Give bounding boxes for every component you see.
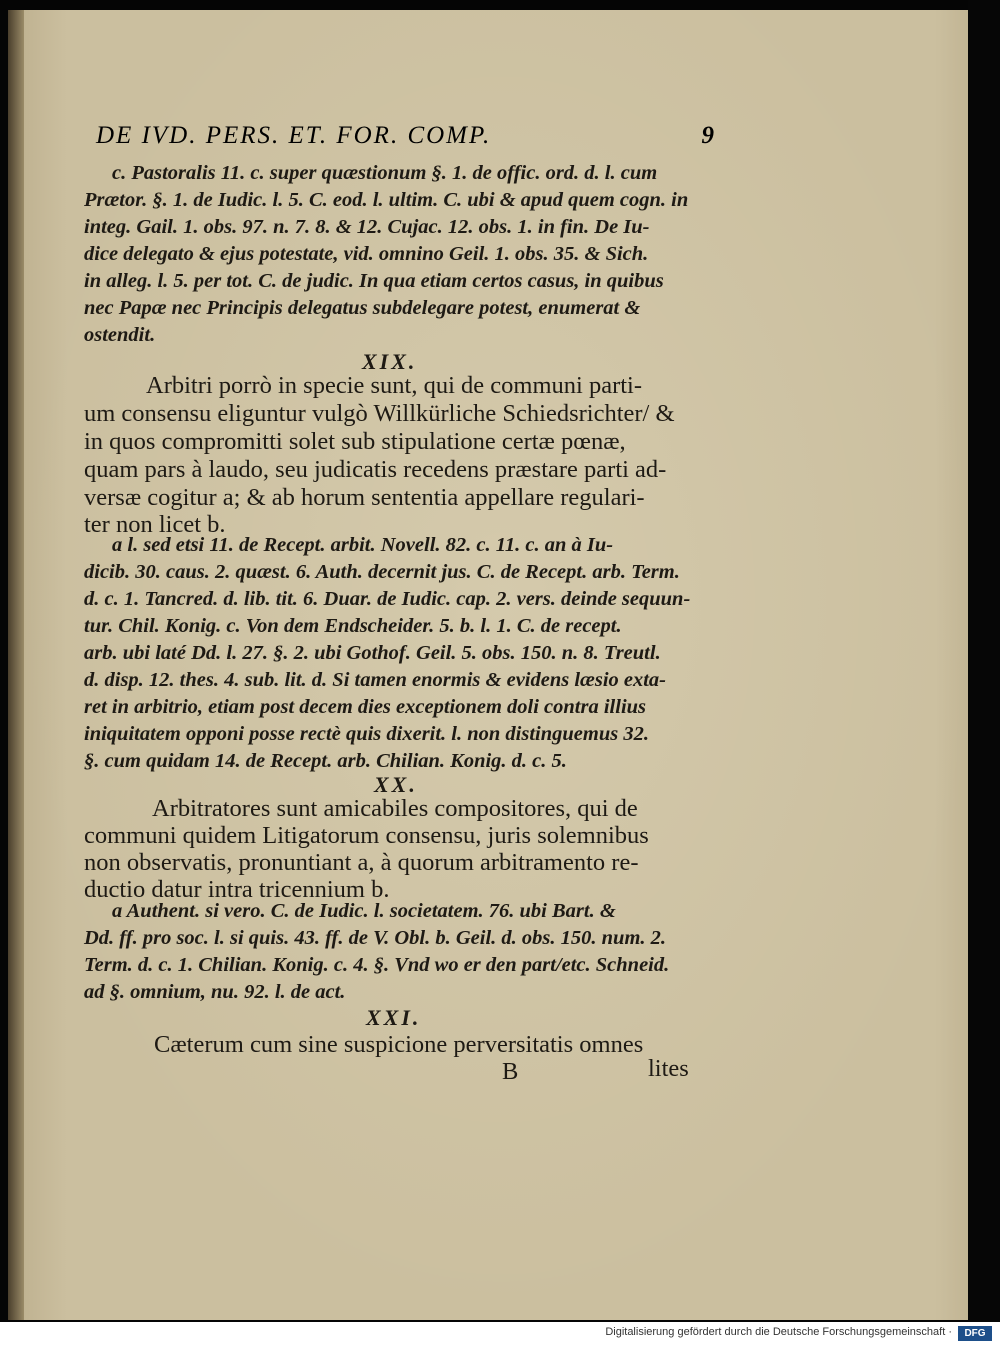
section-number: XIX. [362, 349, 418, 374]
text-line: ad §. omnium, nu. 92. l. de act. [84, 981, 346, 1003]
text-line: Term. d. c. 1. Chilian. Konig. c. 4. §. Vnd wo er den part/etc. Schneid. [84, 954, 670, 976]
text-line: d. c. 1. Tancred. d. lib. tit. 6. Duar. de Iudic. cap. 2. vers. deinde sequun- [84, 588, 691, 610]
text-line: versæ cogitur a; & ab horum sententia appellare regulari- [84, 484, 645, 511]
page-number: 9 [701, 122, 716, 149]
text-line: ostendit. [84, 324, 156, 346]
section-number: XXI. [366, 1005, 422, 1030]
page-right-shadow [968, 0, 1000, 1322]
page-binding-edge [8, 10, 24, 1320]
running-title: DE IVD. PERS. ET. FOR. COMP. [96, 122, 492, 149]
text-line: um consensu eliguntur vulgò Willkürliche Schiedsrichter/ & [84, 400, 675, 427]
signature-mark: B [502, 1058, 519, 1085]
text-line: dicib. 30. caus. 2. quæst. 6. Auth. decernit jus. C. de Recept. arb. Term. [84, 561, 680, 583]
text-line: Dd. ff. pro soc. l. si quis. 43. ff. de V. Obl. b. Geil. d. obs. 150. num. 2. [84, 927, 667, 949]
text-line: a l. sed etsi 11. de Recept. arbit. Novell. 82. c. 11. c. an à Iu- [112, 534, 614, 556]
text-line: dice delegato & ejus potestate, vid. omnino Geil. 1. obs. 35. & Sich. [84, 243, 649, 265]
dfg-logo: DFG [958, 1326, 992, 1341]
section-number: XX. [374, 772, 418, 797]
text-line: in alleg. l. 5. per tot. C. de judic. In qua etiam certos casus, in quibus [84, 270, 664, 292]
running-header [96, 122, 716, 150]
text-line: quam pars à laudo, seu judicatis recedens præstare parti ad- [84, 456, 667, 483]
text-line: Cæterum cum sine suspicione perversitatis omnes [154, 1031, 644, 1058]
footer-credit: Digitalisierung gefördert durch die Deutsche Forschungsgemeinschaft · [605, 1326, 952, 1338]
text-line: ret in arbitrio, etiam post decem dies exceptionem doli contra illius [84, 696, 647, 718]
text-line: ductio datur intra tricennium b. [84, 876, 390, 903]
text-line: Prætor. §. 1. de Iudic. l. 5. C. eod. l. ultim. C. ubi & apud quem cogn. in [84, 189, 689, 211]
text-line: ter non licet b. [84, 511, 226, 538]
text-line: iniquitatem opponi posse rectè quis dixerit. l. non distinguemus 32. [84, 723, 649, 745]
text-line: a Authent. si vero. C. de Iudic. l. societatem. 76. ubi Bart. & [112, 900, 616, 922]
text-line: c. Pastoralis 11. c. super quæstionum §. 1. de offic. ord. d. l. cum [112, 162, 658, 184]
text-line: Arbitratores sunt amicabiles compositores, qui de [152, 795, 638, 822]
text-line: communi quidem Litigatorum consensu, juris solemnibus [84, 822, 649, 849]
text-line: arb. ubi laté Dd. l. 27. §. 2. ubi Gothof. Geil. 5. obs. 150. n. 8. Treutl. [84, 642, 661, 664]
text-line: tur. Chil. Konig. c. Von dem Endscheider. 5. b. l. 1. C. de recept. [84, 615, 622, 637]
catchword: lites [648, 1055, 689, 1082]
text-line: Arbitri porrò in specie sunt, qui de communi parti- [146, 372, 643, 399]
text-line: d. disp. 12. thes. 4. sub. lit. d. Si tamen enormis & evidens læsio exta- [84, 669, 667, 691]
text-line: integ. Gail. 1. obs. 97. n. 7. 8. & 12. Cujac. 12. obs. 1. in fin. De Iu- [84, 216, 650, 238]
text-line: nec Papæ nec Principis delegatus subdelegare potest, enumerat & [84, 297, 641, 319]
text-line: in quos compromitti solet sub stipulatione certæ pœnæ, [84, 428, 626, 455]
text-line: non observatis, pronuntiant a, à quorum arbitramento re- [84, 849, 639, 876]
footer-bar [0, 1322, 1000, 1346]
text-line: §. cum quidam 14. de Recept. arb. Chilian. Konig. d. c. 5. [84, 750, 567, 772]
